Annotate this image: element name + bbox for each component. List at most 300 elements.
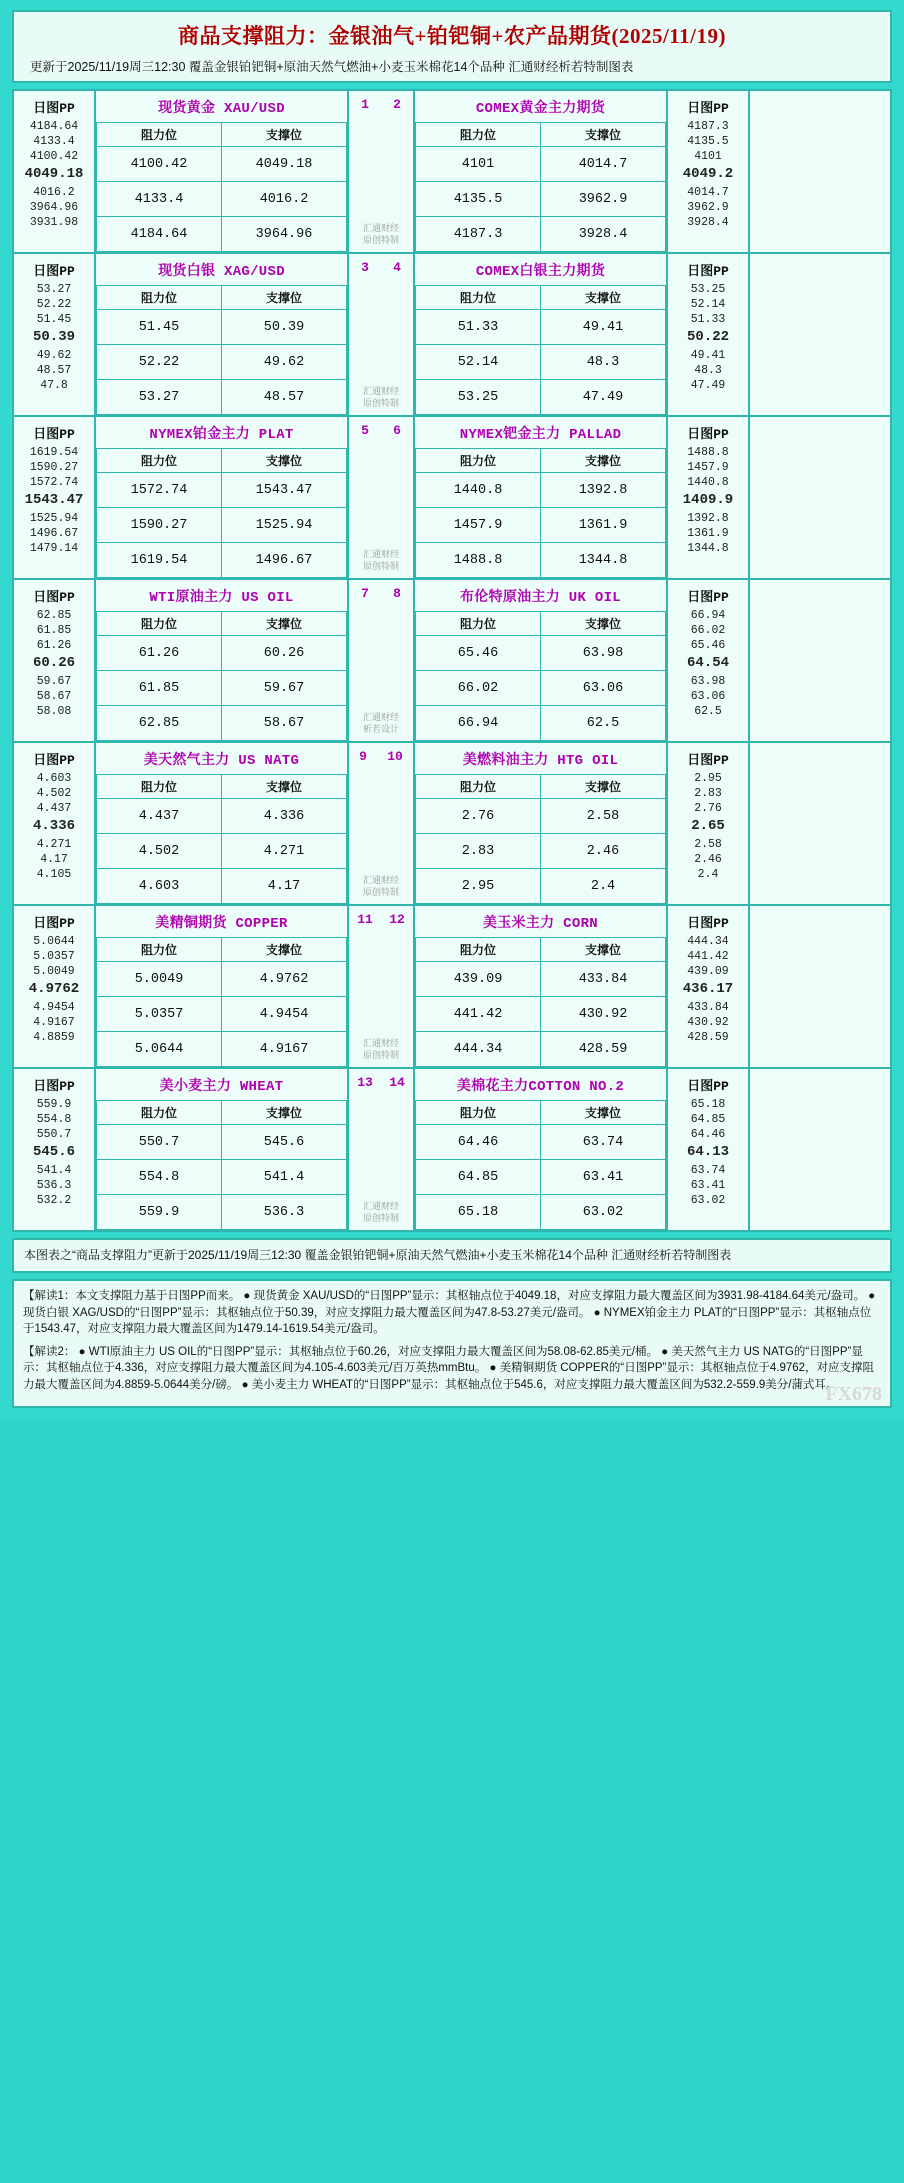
support-header: 支撑位	[541, 1101, 666, 1125]
table-row	[97, 671, 347, 706]
resistance-value: 66.02	[416, 671, 541, 706]
instrument-title: 美天然气主力 US NATG	[143, 753, 300, 769]
watermark-line: 原创特制	[362, 398, 399, 408]
table-row	[97, 543, 347, 578]
support-value: 4.271	[222, 834, 347, 869]
pp-level-value: 1525.94	[29, 512, 79, 525]
support-value: 4.336	[222, 799, 347, 834]
block-index-column	[349, 906, 415, 1067]
resistance-value: 439.09	[416, 962, 541, 997]
block-index-column	[349, 1069, 415, 1230]
table-row	[97, 217, 347, 252]
block-index-number: 4	[393, 260, 401, 275]
resistance-header: 阻力位	[97, 775, 222, 799]
resistance-value: 4.437	[97, 799, 222, 834]
table-row	[97, 473, 347, 508]
instrument-table-column	[96, 580, 349, 741]
table-row	[97, 962, 347, 997]
pp-header: 日图PP	[33, 1079, 75, 1094]
pp-level-value: 1392.8	[687, 512, 729, 525]
pp-pivot-value: 60.26	[32, 655, 75, 671]
block-index-number: 10	[387, 749, 403, 764]
title-box	[12, 10, 892, 83]
resistance-header: 阻力位	[97, 123, 222, 147]
support-value: 63.02	[541, 1195, 666, 1230]
support-resistance-table	[96, 448, 347, 578]
instrument-table-column	[96, 906, 349, 1067]
pp-level-value: 559.9	[36, 1098, 72, 1111]
watermark-line: 原创特制	[362, 235, 399, 245]
support-header: 支撑位	[541, 449, 666, 473]
table-row	[97, 997, 347, 1032]
page-title: 商品支撑阻力：金银油气+铂钯铜+农产品期货(2025/11/19)	[178, 24, 726, 48]
resistance-value: 2.83	[416, 834, 541, 869]
instrument-title: 美精铜期货 COPPER	[155, 916, 288, 932]
support-value: 541.4	[222, 1160, 347, 1195]
table-row	[97, 706, 347, 741]
support-value: 4.17	[222, 869, 347, 904]
support-resistance-table	[415, 448, 666, 578]
block-index-number: 11	[357, 912, 373, 927]
instrument-table-column	[96, 743, 349, 904]
watermark-text	[349, 1200, 413, 1224]
resistance-value: 5.0049	[97, 962, 222, 997]
pp-level-value: 53.27	[36, 283, 72, 296]
instrument-table-column	[415, 417, 668, 578]
pp-pivot-value: 4.336	[32, 818, 75, 834]
pp-level-value: 58.67	[36, 690, 72, 703]
watermark-line: 原创特制	[362, 887, 399, 897]
pp-level-value: 4.502	[36, 787, 72, 800]
support-value: 59.67	[222, 671, 347, 706]
block-index-number: 13	[357, 1075, 373, 1090]
resistance-header: 阻力位	[97, 1101, 222, 1125]
table-row	[97, 380, 347, 415]
instrument-table-column	[96, 91, 349, 252]
resistance-header: 阻力位	[97, 938, 222, 962]
table-row	[416, 997, 666, 1032]
table-row	[416, 706, 666, 741]
pp-header: 日图PP	[687, 590, 729, 605]
table-row	[97, 799, 347, 834]
block-index-number: 6	[393, 423, 401, 438]
table-row	[97, 345, 347, 380]
pp-pivot-value: 436.17	[682, 981, 734, 997]
pp-level-value: 61.26	[36, 639, 72, 652]
pp-level-value: 1344.8	[687, 542, 729, 555]
instrument-block	[14, 1069, 890, 1230]
support-resistance-table	[415, 937, 666, 1067]
resistance-header: 阻力位	[416, 123, 541, 147]
pp-pivot-value: 64.54	[686, 655, 729, 671]
pp-level-value: 1619.54	[29, 446, 79, 459]
watermark-line: 原创特制	[362, 1050, 399, 1060]
pp-level-value: 1488.8	[687, 446, 729, 459]
instrument-title: 现货黄金 XAU/USD	[158, 101, 285, 117]
support-value: 1344.8	[541, 543, 666, 578]
instrument-table-column	[415, 91, 668, 252]
support-resistance-table	[415, 122, 666, 252]
support-header: 支撑位	[222, 775, 347, 799]
instrument-table-column	[96, 417, 349, 578]
block-index-number: 9	[359, 749, 367, 764]
pp-header: 日图PP	[687, 916, 729, 931]
resistance-value: 65.18	[416, 1195, 541, 1230]
support-value: 48.57	[222, 380, 347, 415]
table-row	[97, 182, 347, 217]
instrument-title: 美棉花主力COTTON NO.2	[456, 1079, 625, 1095]
pp-header: 日图PP	[33, 264, 75, 279]
footer-note: 本图表之“商品支撑阻力”更新于2025/11/19周三12:30 覆盖金银铂钯铜+原油天然气燃油+小麦玉米棉花14个品种 汇通财经析若特制图表	[12, 1238, 892, 1273]
instrument-table-column	[96, 1069, 349, 1230]
instrument-title: NYMEX钯金主力 PALLAD	[459, 427, 622, 443]
resistance-value: 64.85	[416, 1160, 541, 1195]
instrument-title: 美玉米主力 CORN	[482, 916, 598, 932]
table-row	[416, 834, 666, 869]
resistance-value: 559.9	[97, 1195, 222, 1230]
pp-level-value: 48.3	[694, 364, 722, 377]
instrument-table-column	[96, 254, 349, 415]
support-value: 433.84	[541, 962, 666, 997]
table-row	[416, 182, 666, 217]
pp-level-value: 1361.9	[687, 527, 729, 540]
pp-level-value: 48.57	[36, 364, 72, 377]
instrument-table-column	[415, 580, 668, 741]
support-resistance-table	[96, 611, 347, 741]
pp-level-value: 3931.98	[29, 216, 79, 229]
pp-level-value: 4187.3	[687, 120, 729, 133]
resistance-value: 2.95	[416, 869, 541, 904]
table-row	[97, 508, 347, 543]
table-row	[416, 799, 666, 834]
support-value: 3962.9	[541, 182, 666, 217]
block-index-column	[349, 580, 415, 741]
support-value: 63.06	[541, 671, 666, 706]
resistance-value: 61.26	[97, 636, 222, 671]
pp-header: 日图PP	[687, 753, 729, 768]
support-value: 4.9454	[222, 997, 347, 1032]
support-value: 4016.2	[222, 182, 347, 217]
table-header-row	[416, 612, 666, 636]
instrument-block	[14, 580, 890, 743]
pp-pivot-value: 2.65	[691, 818, 725, 834]
table-header-row	[97, 123, 347, 147]
support-value: 63.98	[541, 636, 666, 671]
table-row	[416, 345, 666, 380]
pp-header: 日图PP	[33, 753, 75, 768]
resistance-value: 53.27	[97, 380, 222, 415]
pp-level-value: 4184.64	[29, 120, 79, 133]
resistance-value: 5.0357	[97, 997, 222, 1032]
support-value: 1392.8	[541, 473, 666, 508]
support-value: 49.62	[222, 345, 347, 380]
support-header: 支撑位	[541, 612, 666, 636]
watermark-line: 析若设计	[362, 724, 399, 734]
support-resistance-table	[96, 285, 347, 415]
pp-level-value: 5.0049	[33, 965, 75, 978]
resistance-header: 阻力位	[97, 286, 222, 310]
support-value: 4049.18	[222, 147, 347, 182]
resistance-value: 52.22	[97, 345, 222, 380]
support-value: 63.41	[541, 1160, 666, 1195]
table-header-row	[97, 938, 347, 962]
support-value: 3928.4	[541, 217, 666, 252]
support-resistance-table	[96, 937, 347, 1067]
table-row	[97, 147, 347, 182]
pp-header: 日图PP	[33, 590, 75, 605]
pp-level-value: 430.92	[687, 1016, 729, 1029]
pp-level-value: 51.45	[36, 313, 72, 326]
support-header: 支撑位	[222, 449, 347, 473]
pp-level-value: 59.67	[36, 675, 72, 688]
table-row	[416, 1032, 666, 1067]
pp-level-value: 3962.9	[687, 201, 729, 214]
resistance-header: 阻力位	[416, 938, 541, 962]
watermark-line: 汇通财经	[362, 1038, 399, 1048]
instrument-table-column	[415, 743, 668, 904]
pp-level-value: 63.41	[690, 1179, 726, 1192]
support-value: 58.67	[222, 706, 347, 741]
resistance-value: 554.8	[97, 1160, 222, 1195]
watermark-line: 原创特制	[362, 1213, 399, 1223]
table-row	[416, 508, 666, 543]
table-row	[416, 869, 666, 904]
resistance-value: 550.7	[97, 1125, 222, 1160]
block-index-number: 1	[361, 97, 369, 112]
pp-level-value: 3928.4	[687, 216, 729, 229]
table-row	[416, 147, 666, 182]
support-value: 4.9762	[222, 962, 347, 997]
resistance-value: 1572.74	[97, 473, 222, 508]
resistance-value: 4101	[416, 147, 541, 182]
support-value: 1361.9	[541, 508, 666, 543]
pivot-point-column	[668, 417, 750, 578]
watermark-text	[349, 874, 413, 898]
watermark-line: 汇通财经	[362, 549, 399, 559]
pp-level-value: 2.76	[694, 802, 722, 815]
fx678-watermark: FX678	[825, 1382, 882, 1405]
table-header-row	[416, 938, 666, 962]
resistance-value: 53.25	[416, 380, 541, 415]
pp-pivot-value: 64.13	[686, 1144, 729, 1160]
table-header-row	[416, 775, 666, 799]
support-resistance-table	[415, 285, 666, 415]
block-index-number: 7	[361, 586, 369, 601]
pp-pivot-value: 4.9762	[28, 981, 80, 997]
pp-header: 日图PP	[687, 1079, 729, 1094]
pp-level-value: 550.7	[36, 1128, 72, 1141]
resistance-value: 1457.9	[416, 508, 541, 543]
pp-level-value: 4.603	[36, 772, 72, 785]
pp-level-value: 62.85	[36, 609, 72, 622]
watermark-line: 原创特制	[362, 561, 399, 571]
resistance-header: 阻力位	[416, 286, 541, 310]
support-value: 63.74	[541, 1125, 666, 1160]
block-index-column	[349, 743, 415, 904]
resistance-value: 1590.27	[97, 508, 222, 543]
pp-pivot-value: 4049.2	[682, 166, 734, 182]
pp-level-value: 66.94	[690, 609, 726, 622]
blocks-container	[12, 89, 892, 1232]
pp-pivot-value: 1543.47	[24, 492, 84, 508]
support-value: 1496.67	[222, 543, 347, 578]
block-index-number: 14	[389, 1075, 405, 1090]
table-row	[416, 543, 666, 578]
support-value: 60.26	[222, 636, 347, 671]
table-header-row	[97, 1101, 347, 1125]
resistance-header: 阻力位	[97, 449, 222, 473]
table-row	[416, 380, 666, 415]
resistance-value: 61.85	[97, 671, 222, 706]
pp-level-value: 49.41	[690, 349, 726, 362]
pp-level-value: 2.95	[694, 772, 722, 785]
instrument-title: 美小麦主力 WHEAT	[159, 1079, 284, 1095]
instrument-title: COMEX白银主力期货	[475, 264, 606, 280]
pp-level-value: 532.2	[36, 1194, 72, 1207]
pp-level-value: 1479.14	[29, 542, 79, 555]
watermark-line: 汇通财经	[362, 875, 399, 885]
pp-level-value: 1572.74	[29, 476, 79, 489]
table-row	[97, 869, 347, 904]
pp-level-value: 63.02	[690, 1194, 726, 1207]
support-value: 4014.7	[541, 147, 666, 182]
support-resistance-table	[415, 611, 666, 741]
pp-level-value: 4016.2	[33, 186, 75, 199]
pp-header: 日图PP	[687, 101, 729, 116]
support-value: 47.49	[541, 380, 666, 415]
pivot-point-column	[14, 743, 96, 904]
table-header-row	[416, 1101, 666, 1125]
resistance-value: 441.42	[416, 997, 541, 1032]
support-value: 428.59	[541, 1032, 666, 1067]
table-row	[97, 1160, 347, 1195]
pp-level-value: 52.14	[690, 298, 726, 311]
table-row	[416, 310, 666, 345]
support-value: 3964.96	[222, 217, 347, 252]
pp-level-value: 4133.4	[33, 135, 75, 148]
resistance-value: 52.14	[416, 345, 541, 380]
support-value: 536.3	[222, 1195, 347, 1230]
pp-level-value: 47.8	[40, 379, 68, 392]
pp-level-value: 4.9167	[33, 1016, 75, 1029]
table-header-row	[97, 286, 347, 310]
pp-pivot-value: 1409.9	[682, 492, 734, 508]
pp-level-value: 1496.67	[29, 527, 79, 540]
support-value: 49.41	[541, 310, 666, 345]
watermark-text	[349, 1037, 413, 1061]
support-value: 50.39	[222, 310, 347, 345]
pp-level-value: 3964.96	[29, 201, 79, 214]
instrument-title: 美燃料油主力 HTG OIL	[462, 753, 619, 769]
instrument-block	[14, 417, 890, 580]
pp-level-value: 64.46	[690, 1128, 726, 1141]
pp-level-value: 1457.9	[687, 461, 729, 474]
block-index-column	[349, 417, 415, 578]
table-header-row	[416, 286, 666, 310]
resistance-value: 1488.8	[416, 543, 541, 578]
block-index-number: 2	[393, 97, 401, 112]
resistance-value: 4133.4	[97, 182, 222, 217]
pp-level-value: 64.85	[690, 1113, 726, 1126]
pivot-point-column	[668, 91, 750, 252]
support-resistance-table	[415, 1100, 666, 1230]
pp-level-value: 52.22	[36, 298, 72, 311]
instrument-table-column	[415, 906, 668, 1067]
explain-paragraph-1: 【解读1：本文支撑阻力基于日图PP而来。 ● 现货黄金 XAU/USD的“日图PP”显示：其枢轴点位于4049.18，对应支撑阻力最大覆盖区间为3931.98-4184.64美元/盎司。 ● 现货白银 XAG/USD的“日图PP”显示：其枢轴点位于50.39，对应支撑阻力最大覆盖区间为47.8-53.27美元/盎司。 ● NYMEX铂金主力 PLAT的“日图PP”显示：其枢轴点位于1543.47，对应支撑阻力最大覆盖区间为1479.14-1619.54美元/盎司。	[23, 1290, 876, 1335]
pp-level-value: 4.9454	[33, 1001, 75, 1014]
watermark-text	[349, 385, 413, 409]
resistance-header: 阻力位	[416, 775, 541, 799]
pp-level-value: 51.33	[690, 313, 726, 326]
table-row	[416, 217, 666, 252]
support-header: 支撑位	[222, 286, 347, 310]
pp-level-value: 63.74	[690, 1164, 726, 1177]
resistance-value: 51.33	[416, 310, 541, 345]
support-header: 支撑位	[222, 1101, 347, 1125]
resistance-value: 4.603	[97, 869, 222, 904]
pp-level-value: 61.85	[36, 624, 72, 637]
support-value: 1543.47	[222, 473, 347, 508]
support-value: 545.6	[222, 1125, 347, 1160]
pp-level-value: 4014.7	[687, 186, 729, 199]
table-header-row	[416, 449, 666, 473]
pp-level-value: 439.09	[687, 965, 729, 978]
instrument-title: 现货白银 XAG/USD	[158, 264, 285, 280]
table-row	[97, 310, 347, 345]
watermark-line: 汇通财经	[362, 1201, 399, 1211]
resistance-header: 阻力位	[416, 449, 541, 473]
pp-level-value: 53.25	[690, 283, 726, 296]
watermark-line: 汇通财经	[362, 223, 399, 233]
pp-level-value: 2.58	[694, 838, 722, 851]
pp-header: 日图PP	[687, 264, 729, 279]
pp-level-value: 2.83	[694, 787, 722, 800]
pivot-point-column	[14, 580, 96, 741]
pp-level-value: 2.46	[694, 853, 722, 866]
resistance-value: 4184.64	[97, 217, 222, 252]
pp-level-value: 4.437	[36, 802, 72, 815]
instrument-block	[14, 254, 890, 417]
pivot-point-column	[668, 1069, 750, 1230]
block-index-number: 5	[361, 423, 369, 438]
pp-level-value: 441.42	[687, 950, 729, 963]
pp-header: 日图PP	[33, 427, 75, 442]
resistance-header: 阻力位	[416, 1101, 541, 1125]
pp-level-value: 541.4	[36, 1164, 72, 1177]
pp-header: 日图PP	[33, 101, 75, 116]
table-row	[97, 1125, 347, 1160]
table-header-row	[97, 449, 347, 473]
support-header: 支撑位	[222, 123, 347, 147]
page-subtitle: 更新于2025/11/19周三12:30 覆盖金银铂钯铜+原油天然气燃油+小麦玉米棉花14个品种 汇通财经析若特制图表	[30, 60, 634, 74]
pivot-point-column	[668, 580, 750, 741]
table-row	[97, 1195, 347, 1230]
pp-level-value: 4.17	[40, 853, 68, 866]
resistance-value: 51.45	[97, 310, 222, 345]
support-value: 62.5	[541, 706, 666, 741]
instrument-block	[14, 91, 890, 254]
pp-level-value: 58.08	[36, 705, 72, 718]
support-value: 2.46	[541, 834, 666, 869]
support-header: 支撑位	[222, 938, 347, 962]
resistance-value: 1440.8	[416, 473, 541, 508]
table-row	[97, 636, 347, 671]
pivot-point-column	[14, 417, 96, 578]
table-row	[416, 473, 666, 508]
pivot-point-column	[14, 91, 96, 252]
table-header-row	[416, 123, 666, 147]
resistance-value: 4100.42	[97, 147, 222, 182]
